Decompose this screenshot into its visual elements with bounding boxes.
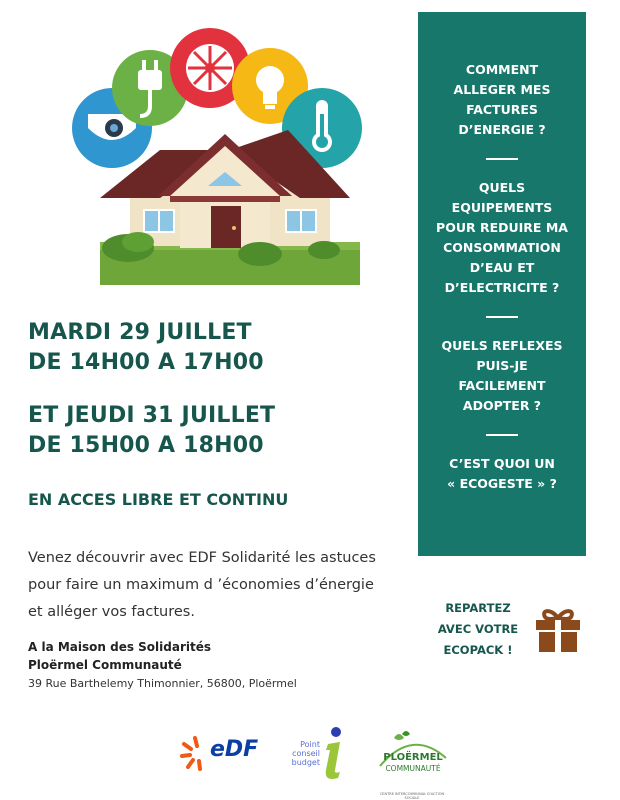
edf-sun-icon <box>180 734 210 772</box>
question-line: POUR REDUIRE MA <box>436 220 568 235</box>
date2-hours: DE 15H00 A 18H00 <box>28 433 264 458</box>
question-line: FACTURES <box>466 102 538 117</box>
divider <box>486 158 518 160</box>
question-line: EQUIPEMENTS <box>451 200 553 215</box>
questions-panel <box>418 12 586 556</box>
intro-line: et alléger vos factures. <box>28 604 195 620</box>
intro-paragraph <box>28 545 393 626</box>
pcb-text <box>286 740 320 767</box>
gift-icon <box>533 606 583 654</box>
question-line: QUELS REFLEXES <box>441 338 563 353</box>
date1-hours: DE 14H00 A 17H00 <box>28 350 264 375</box>
hero-house-illustration <box>60 10 380 300</box>
question-3 <box>418 336 586 416</box>
edf-wordmark: eDF <box>210 737 259 762</box>
intro-line: pour faire un maximum d ’économies d’énergie <box>28 577 374 593</box>
partner-logos <box>0 720 620 800</box>
point-conseil-budget-logo <box>282 726 346 782</box>
question-1 <box>418 60 586 140</box>
question-line: QUELS <box>478 180 526 195</box>
ploermel-footer: CENTRE INTERCOMMUNAL D'ACTION SOCIALE <box>379 792 445 800</box>
question-2 <box>418 178 586 298</box>
venue-street: 39 Rue Barthelemy Thimonnier, 56800, Ploërmel <box>28 677 297 690</box>
divider <box>486 434 518 436</box>
ploermel-communaute-logo <box>372 728 452 800</box>
question-line: PUIS-JE <box>476 358 528 373</box>
ecopack-callout <box>428 598 528 661</box>
date2-day: ET JEUDI 31 JUILLET <box>28 403 276 428</box>
ecopack-line: ECOPACK ! <box>443 643 513 657</box>
question-line: C’EST QUOI UN <box>449 456 555 471</box>
pcb-line: budget <box>291 758 320 767</box>
event-dates <box>28 318 388 461</box>
question-line: COMMENT <box>465 62 539 77</box>
venue-name: A la Maison des Solidarités <box>28 640 212 654</box>
ecopack-line: REPARTEZ <box>445 601 511 615</box>
question-line: CONSOMMATION <box>443 240 561 255</box>
venue-address <box>28 638 297 694</box>
venue-organisation: Ploërmel Communauté <box>28 658 182 672</box>
question-line: D’EAU ET <box>469 260 535 275</box>
question-line: D’ELECTRICITE ? <box>444 280 560 295</box>
pcb-line: Point <box>300 740 320 749</box>
divider <box>486 316 518 318</box>
question-line: FACILEMENT <box>458 378 546 393</box>
ploermel-name: PLOËRMEL <box>383 752 443 763</box>
edf-logo <box>180 734 262 772</box>
pcb-line: conseil <box>292 749 320 758</box>
question-line: « ECOGESTE » ? <box>447 476 557 491</box>
access-notice: EN ACCES LIBRE ET CONTINU <box>28 490 289 509</box>
info-i-icon <box>320 726 346 782</box>
question-line: D’ENERGIE ? <box>458 122 546 137</box>
ecopack-line: AVEC VOTRE <box>437 622 519 636</box>
date1-day: MARDI 29 JUILLET <box>28 320 252 345</box>
intro-line: Venez découvrir avec EDF Solidarité les astuces <box>28 550 376 566</box>
date-block-2 <box>28 401 388 461</box>
question-line: ALLEGER MES <box>453 82 551 97</box>
question-line: ADOPTER ? <box>462 398 542 413</box>
ploermel-sub: COMMUNAUTÉ <box>385 764 441 773</box>
date-block-1 <box>28 318 388 378</box>
question-4 <box>418 454 586 494</box>
